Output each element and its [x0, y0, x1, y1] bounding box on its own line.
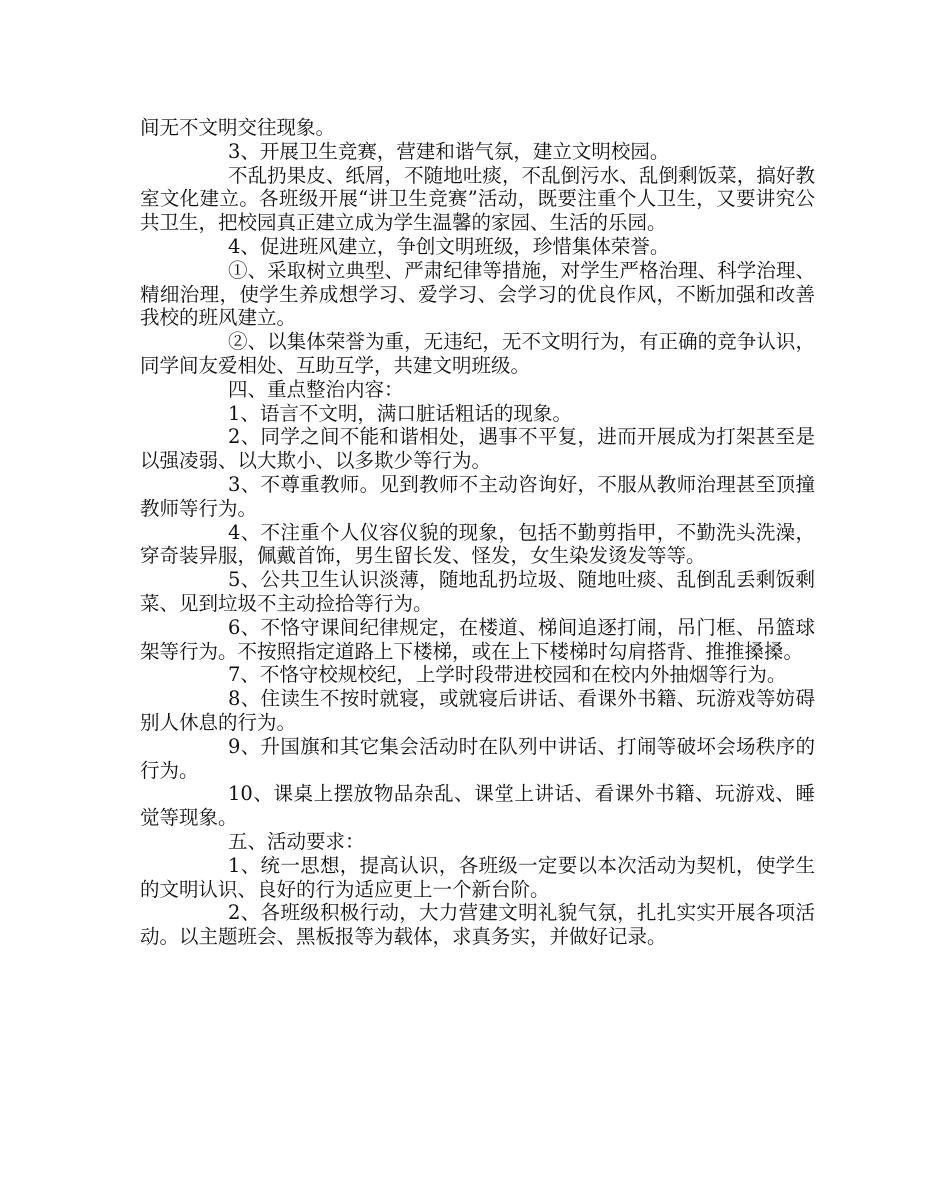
- paragraph-sub-item-1: ①、采取树立典型、严肃纪律等措施，对学生严格治理、科学治理、精细治理，使学生养成想学习、爱学习、会学习的优良作风，不断加强和改善我校的班风建立。: [140, 258, 815, 330]
- document-body: [140, 116, 815, 949]
- paragraph-issue-4: 4、不注重个人仪容仪貌的现象，包括不勤剪指甲，不勤洗头洗澡，穿奇装异服，佩戴首饰，男生留长发、怪发，女生染发烫发等等。: [140, 520, 815, 568]
- paragraph-issue-5: 5、公共卫生认识淡薄，随地乱扔垃圾、随地吐痰、乱倒乱丢剩饭剩菜、见到垃圾不主动捡拾等行为。: [140, 568, 815, 615]
- paragraph-requirement-2: 2、各班级积极行动，大力营建文明礼貌气氛，扎扎实实开展各项活动。以主题班会、黑板报等为载体，求真务实，并做好记录。: [140, 901, 815, 949]
- paragraph-issue-6: 6、不恪守课间纪律规定，在楼道、梯间追逐打闹，吊门框、吊篮球架等行为。不按照指定道路上下楼梯，或在上下楼梯时勾肩搭背、推推搡搡。: [140, 615, 815, 663]
- paragraph-requirement-1: 1、统一思想，提高认识，各班级一定要以本次活动为契机，使学生的文明认识、良好的行为适应更上一个新台阶。: [140, 853, 815, 901]
- paragraph-issue-7: 7、不恪守校规校纪，上学时段带进校园和在校内外抽烟等行为。: [228, 663, 787, 687]
- paragraph-continuation: 间无不文明交往现象。: [140, 116, 336, 139]
- paragraph-issue-10: 10、课桌上摆放物品杂乱、课堂上讲话、看课外书籍、玩游戏、睡觉等现象。: [140, 782, 815, 830]
- paragraph-issue-3: 3、不尊重教师。见到教师不主动咨询好，不服从教师治理甚至顶撞教师等行为。: [140, 472, 815, 520]
- paragraph-issue-9: 9、升国旗和其它集会活动时在队列中讲话、打闹等破坏会场秩序的行为。: [140, 734, 815, 782]
- section-heading-requirements: 五、活动要求：: [228, 829, 365, 853]
- paragraph-issue-2: 2、同学之间不能和谐相处，遇事不平复，进而开展成为打架甚至是以强凌弱、以大欺小、以多欺少等行为。: [140, 425, 815, 473]
- paragraph-item-3-hygiene-heading: 3、开展卫生竞赛，营建和谐气氛，建立文明校园。: [228, 139, 670, 163]
- paragraph-item-4-class-spirit-heading: 4、促进班风建立，争创文明班级，珍惜集体荣誉。: [228, 234, 670, 258]
- paragraph-sub-item-2: ②、以集体荣誉为重，无违纪，无不文明行为，有正确的竞争认识，同学间友爱相处、互助互学，共建文明班级。: [140, 330, 815, 377]
- paragraph-hygiene-detail: 不乱扔果皮、纸屑，不随地吐痰，不乱倒污水、乱倒剩饭菜，搞好教室文化建立。各班级开展“讲卫生竞赛”活动，既要注重个人卫生，又要讲究公共卫生，把校园真正建立成为学生温馨的家园、生活的乐园。: [140, 163, 815, 235]
- paragraph-issue-8: 8、住读生不按时就寝，或就寝后讲话、看课外书籍、玩游戏等妨碍别人休息的行为。: [140, 687, 815, 734]
- section-heading-key-issues: 四、重点整治内容：: [228, 377, 404, 401]
- paragraph-issue-1: 1、语言不文明，满口脏话粗话的现象。: [228, 401, 572, 425]
